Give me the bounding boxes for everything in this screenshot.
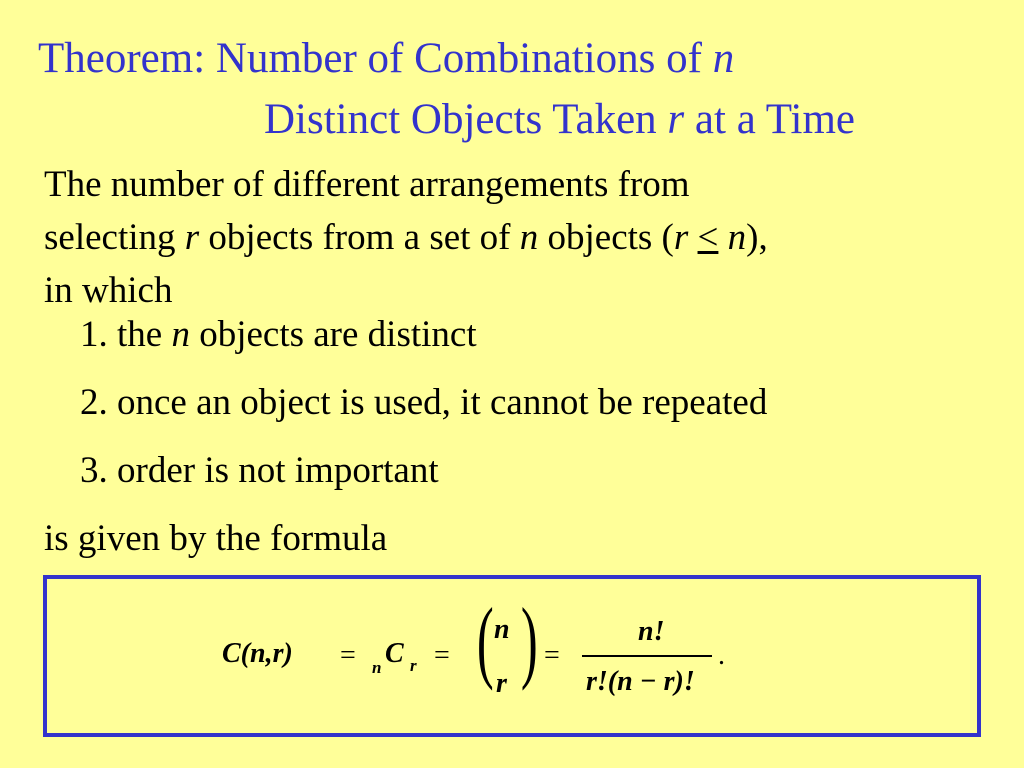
conditions-list <box>80 310 767 514</box>
conclusion-text: is given by the formula <box>44 518 388 559</box>
formula-equals-1: = <box>340 640 356 671</box>
combination-formula <box>222 589 742 710</box>
intro-line-1: The number of different arrangements from <box>44 164 690 205</box>
formula-c: C <box>385 638 404 669</box>
intro-paragraph <box>44 158 768 317</box>
condition-item-3: 3. order is not important <box>80 450 439 491</box>
condition-item-1: 1. the n objects are distinct <box>80 314 477 355</box>
intro-line-3: in which <box>44 270 173 311</box>
formula-subscript-n: n <box>372 658 382 677</box>
le-symbol: < <box>697 217 719 258</box>
binom-right-paren: ) <box>520 589 538 691</box>
binom-top: n <box>494 614 510 645</box>
formula-equals-2: = <box>434 640 450 671</box>
formula-lhs: C(n,r) <box>222 638 293 669</box>
fraction-bar <box>582 655 712 657</box>
condition-item-2: 2. once an object is used, it cannot be repeated <box>80 382 768 423</box>
formula-equals-3: = <box>544 640 560 671</box>
fraction-numerator: n! <box>638 616 665 647</box>
formula-period: . <box>718 640 725 671</box>
binom-bottom: r <box>496 668 507 699</box>
intro-line-2: selecting r objects from a set of n objects (r < n), <box>44 217 768 258</box>
fraction-denominator: r!(n − r)! <box>586 666 695 697</box>
title-line-2: Distinct Objects Taken r at a Time <box>264 96 855 143</box>
slide-title <box>38 28 855 150</box>
formula-subscript-r: r <box>410 656 417 675</box>
binom-left-paren: ( <box>476 589 494 691</box>
title-line-1: Theorem: Number of Combinations of n <box>38 35 735 82</box>
